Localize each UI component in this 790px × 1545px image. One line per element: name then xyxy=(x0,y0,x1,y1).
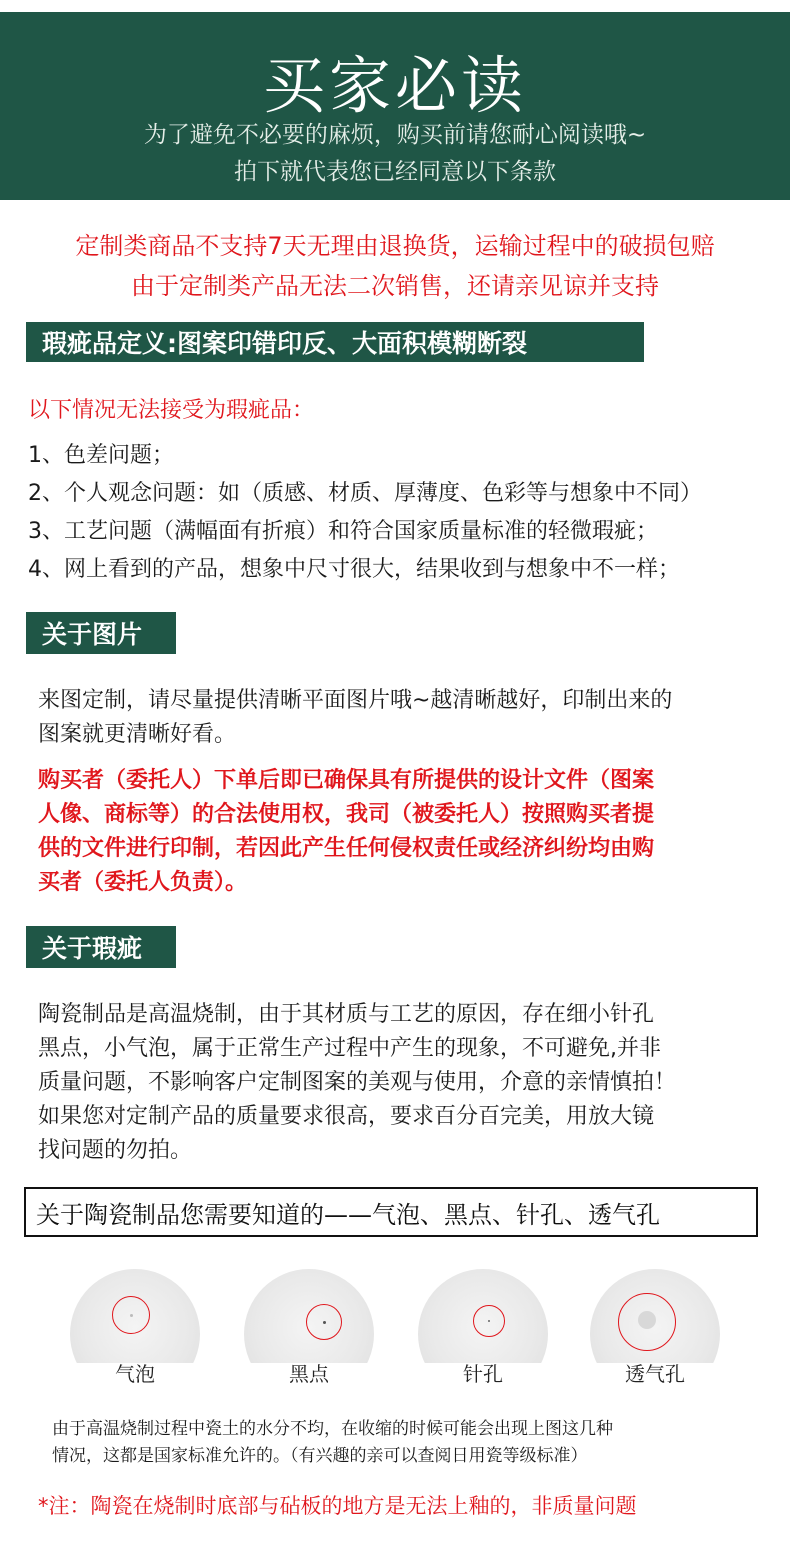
images-para-line-2: 图案就更清晰好看。 xyxy=(38,722,237,747)
flaws-para-line-2: 黑点，小气泡，属于正常生产过程中产生的现象，不可避免,并非 xyxy=(38,1036,661,1061)
glaze-note: *注：陶瓷在烧制时底部与砧板的地方是无法上釉的，非质量问题 xyxy=(38,1494,637,1518)
resale-notice: 由于定制类产品无法二次销售，还请亲见谅并支持 xyxy=(131,272,659,300)
bubble-caption: 气泡 xyxy=(115,1362,155,1386)
copyright-line-4: 买者（委托人负责）。 xyxy=(38,870,248,895)
about-images-bar xyxy=(26,612,176,654)
exclusion-item-2: 2、个人观念问题：如（质感、材质、厚薄度、色彩等与想象中不同） xyxy=(28,481,702,506)
pinhole-caption: 针孔 xyxy=(463,1362,503,1386)
defect-exclusion-intro: 以下情况无法接受为瑕疵品： xyxy=(28,398,315,423)
defect-definition-label: 瑕疵品定义:图案印错印反、大面积模糊断裂 xyxy=(42,329,527,358)
pinhole-photo xyxy=(408,1253,558,1363)
black-dot-caption: 黑点 xyxy=(289,1362,329,1386)
flaws-para-line-4: 如果您对定制产品的质量要求很高，要求百分百完美，用放大镜 xyxy=(38,1104,655,1129)
bubble-photo xyxy=(60,1253,210,1363)
black-dot-spot xyxy=(323,1321,326,1324)
about-flaws-label: 关于瑕疵 xyxy=(42,934,143,963)
return-policy-notice: 定制类商品不支持7天无理由退换货，运输过程中的破损包赔 xyxy=(75,232,715,260)
exclusion-item-1: 1、色差问题； xyxy=(28,443,174,468)
flaws-para-line-5: 找问题的勿拍。 xyxy=(38,1138,193,1163)
defect-definition-bar xyxy=(26,322,644,362)
vent-hole-spot xyxy=(638,1311,656,1329)
ceramics-explain-line-2: 情况，这都是国家标准允许的。（有兴趣的亲可以查阅日用瓷等级标准） xyxy=(52,1446,588,1466)
exclusion-item-3: 3、工艺问题（满幅面有折痕）和符合国家质量标准的轻微瑕疵； xyxy=(28,519,658,544)
copyright-line-1: 购买者（委托人）下单后即已确保具有所提供的设计文件（图案 xyxy=(38,768,655,793)
about-flaws-bar xyxy=(26,926,176,968)
black-dot-photo xyxy=(234,1253,384,1363)
ceramics-explain-line-1: 由于高温烧制过程中瓷土的水分不均，在收缩的时候可能会出现上图这几种 xyxy=(52,1419,613,1439)
flaws-para-line-3: 质量问题，不影响客户定制图案的美观与使用，介意的亲情慎拍！ xyxy=(38,1070,677,1095)
copyright-line-2: 人像、商标等）的合法使用权，我司（被委托人）按照购买者提 xyxy=(38,802,655,827)
header-subtitle-1: 为了避免不必要的麻烦，购买前请您耐心阅读哦~ xyxy=(143,122,647,148)
images-para-line-1: 来图定制，请尽量提供清晰平面图片哦~越清晰越好，印制出来的 xyxy=(38,688,673,713)
page-title: 买家必读 xyxy=(262,49,527,122)
ceramics-info-box xyxy=(24,1187,758,1237)
ceramics-box-title: 关于陶瓷制品您需要知道的——气泡、黑点、针孔、透气孔 xyxy=(36,1200,660,1229)
bubble-spot xyxy=(130,1314,133,1317)
about-images-label: 关于图片 xyxy=(42,620,143,649)
pinhole-spot xyxy=(488,1320,490,1322)
header-subtitle-2: 拍下就代表您已经同意以下条款 xyxy=(234,159,556,185)
copyright-line-3: 供的文件进行印制，若因此产生任何侵权责任或经济纠纷均由购 xyxy=(38,836,655,861)
flaws-para-line-1: 陶瓷制品是高温烧制，由于其材质与工艺的原因，存在细小针孔 xyxy=(38,1002,655,1027)
vent-hole-caption: 透气孔 xyxy=(625,1362,685,1386)
exclusion-item-4: 4、网上看到的产品，想象中尺寸很大，结果收到与想象中不一样； xyxy=(28,557,680,582)
page-header xyxy=(0,12,790,200)
vent-hole-photo xyxy=(580,1253,730,1363)
